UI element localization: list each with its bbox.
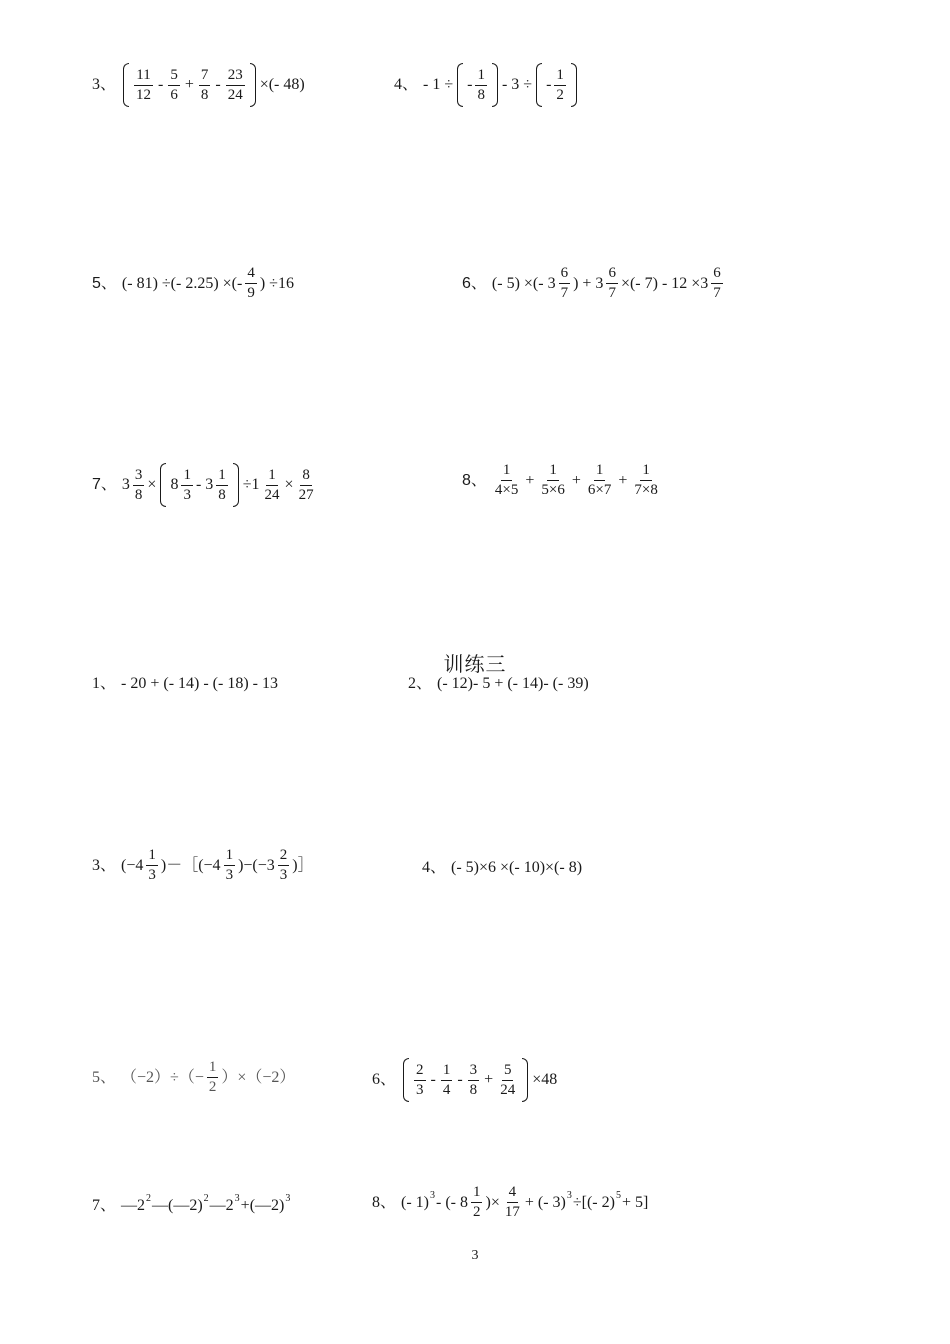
fraction: $\frac{8}{27}$	[298, 466, 314, 503]
problem-7	[92, 463, 318, 507]
fraction: $\frac{1}{2}$	[472, 1184, 481, 1220]
exercise-3-problem-8	[372, 1185, 649, 1220]
problem-5	[92, 266, 295, 301]
expression-text: )×	[485, 1193, 500, 1211]
problem-number: 4、	[422, 859, 447, 876]
fraction: $\frac{6}{7}$	[713, 265, 721, 301]
fraction: $\frac{11}{12}$	[136, 66, 152, 103]
left-paren	[457, 63, 463, 107]
problem-number: 7、	[92, 476, 117, 493]
problem-3	[92, 63, 306, 107]
operator: +	[484, 1071, 494, 1088]
problem-number: 5、	[92, 1068, 117, 1086]
expression-text: -	[467, 76, 473, 93]
operator: +	[184, 76, 194, 93]
fraction: $\frac{23}{24}$	[227, 66, 243, 103]
fraction: $\frac{2}{3}$	[416, 1061, 424, 1098]
exercise-3-problem-7	[92, 1193, 291, 1214]
exponent: 2	[203, 1193, 209, 1204]
fraction: $\frac{3}{8}$	[134, 466, 143, 503]
right-paren	[492, 63, 498, 107]
operator: +	[525, 471, 535, 489]
right-paren	[571, 63, 577, 107]
problem-number: 3、	[92, 76, 117, 93]
right-paren	[250, 63, 256, 107]
operator: +	[618, 471, 628, 489]
fraction: $\frac{1}{2}$	[556, 66, 564, 103]
left-paren	[536, 63, 542, 107]
expression-text: - 1 ÷	[423, 76, 454, 93]
expression-text: 3	[121, 476, 130, 493]
fraction: $\frac{5}{6}$	[170, 66, 178, 103]
exponent: 2	[146, 1193, 152, 1204]
fraction: $\frac{6}{7}$	[560, 265, 569, 301]
expression-text: (- 81) ÷(- 2.25) ×(-	[121, 274, 243, 292]
expression-text: + (- 3)	[524, 1193, 566, 1211]
exercise-3-problem-3	[92, 848, 315, 883]
exercise-3-problem-1	[92, 676, 279, 692]
problem-number: 1、	[92, 675, 117, 692]
fraction: $\frac{1}{8}$	[477, 66, 485, 103]
expression-text: 8	[170, 476, 179, 493]
expression-text: ÷[(- 2)	[572, 1193, 615, 1211]
problem-number: 8、	[372, 1193, 397, 1211]
problem-number: 6、	[462, 274, 487, 292]
exercise-3-problem-5	[92, 1060, 296, 1095]
expression-text: —2	[209, 1197, 234, 1214]
operator: -	[158, 76, 164, 93]
problem-number: 8、	[462, 471, 487, 489]
fraction: $\frac{4}{17}$	[504, 1184, 520, 1220]
expression-text: - 3	[195, 476, 214, 493]
expression-text: —(—2)	[152, 1197, 203, 1214]
fraction: $\frac{1}{3}$	[148, 847, 156, 883]
problem-number: 2、	[408, 675, 433, 692]
fraction: $\frac{6}{7}$	[608, 265, 616, 301]
operator: -	[457, 1071, 463, 1088]
operator: +	[571, 471, 581, 489]
expression-text: ) ÷16	[259, 274, 294, 292]
exercise-3-problem-6	[372, 1058, 558, 1102]
section-title: 训练三	[443, 654, 507, 676]
expression-text: ）×（−2）	[221, 1068, 296, 1086]
exponent: 3	[285, 1193, 291, 1204]
problem-number: 7、	[92, 1197, 117, 1214]
expression-text: （−2）÷（−	[121, 1068, 204, 1086]
left-paren	[160, 463, 166, 507]
left-paren	[403, 1058, 409, 1102]
fraction: $\frac{1}{2}$	[208, 1059, 217, 1095]
fraction: $\frac{1}{8}$	[218, 466, 226, 503]
expression-text: ×(- 7) - 12 ×3	[620, 274, 709, 292]
expression-text: +(—2)	[240, 1197, 285, 1214]
fraction: $\frac{1}{3}$	[183, 466, 191, 503]
problem-8	[462, 463, 662, 498]
fraction: $\frac{1}{7\times 8}$	[634, 462, 658, 498]
left-paren	[123, 63, 129, 107]
problem-number: 4、	[394, 76, 419, 93]
fraction: $\frac{1}{24}$	[264, 466, 280, 503]
fraction: $\frac{1}{4}$	[442, 1061, 451, 1098]
fraction: $\frac{2}{3}$	[279, 847, 288, 883]
fraction: $\frac{5}{24}$	[500, 1061, 516, 1098]
fraction: $\frac{3}{8}$	[469, 1061, 478, 1098]
expression-text: ×(- 48)	[259, 76, 305, 93]
expression-text: ) + 3	[573, 274, 604, 292]
expression-text: ×48	[532, 1071, 558, 1088]
expression-text: + 5]	[621, 1193, 649, 1211]
problem-number: 5、	[92, 274, 117, 292]
right-paren	[522, 1058, 528, 1102]
expression-text: (−4	[121, 856, 144, 874]
expression-text: - 3 ÷	[501, 76, 533, 93]
page-number: 3	[471, 1248, 479, 1263]
right-paren	[233, 463, 239, 507]
expression-text: (- 5)×6 ×(- 10)×(- 8)	[451, 859, 583, 876]
fraction: $\frac{4}{9}$	[247, 265, 255, 301]
fraction: $\frac{7}{8}$	[200, 66, 209, 103]
exercise-3-problem-4	[422, 860, 583, 876]
fraction: $\frac{1}{4\times 5}$	[494, 462, 519, 498]
problem-number: 6、	[372, 1071, 397, 1088]
fraction: $\frac{1}{5\times 6}$	[541, 462, 565, 498]
operator: -	[430, 1071, 436, 1088]
exponent: 3	[430, 1189, 435, 1201]
expression-text: -	[546, 76, 552, 93]
expression-text: )－［(−4	[160, 856, 221, 874]
expression-text: )］	[292, 856, 314, 874]
exponent: 3	[234, 1193, 240, 1204]
exponent: 5	[615, 1189, 621, 1201]
exercise-3-problem-2	[408, 676, 590, 692]
expression-text: - 20 + (- 14) - (- 18) - 13	[121, 675, 278, 692]
problem-number: 3、	[92, 856, 117, 874]
fraction: $\frac{1}{6\times 7}$	[587, 462, 612, 498]
expression-text: - (- 8	[436, 1193, 468, 1211]
operator: ×	[147, 476, 157, 493]
expression-text: (- 12)- 5 + (- 14)- (- 39)	[437, 675, 589, 692]
operator: ×	[284, 476, 294, 493]
exponent: 3	[566, 1189, 572, 1201]
expression-text: ÷1	[242, 476, 260, 493]
operator: -	[215, 76, 221, 93]
problem-4	[394, 63, 580, 107]
problem-6	[462, 266, 725, 301]
expression-text: (- 1)	[401, 1193, 429, 1211]
expression-text: )−(−3	[238, 856, 275, 874]
expression-text: (- 5) ×(- 3	[491, 274, 556, 292]
fraction: $\frac{1}{3}$	[225, 847, 234, 883]
expression-text: —2	[121, 1197, 146, 1214]
